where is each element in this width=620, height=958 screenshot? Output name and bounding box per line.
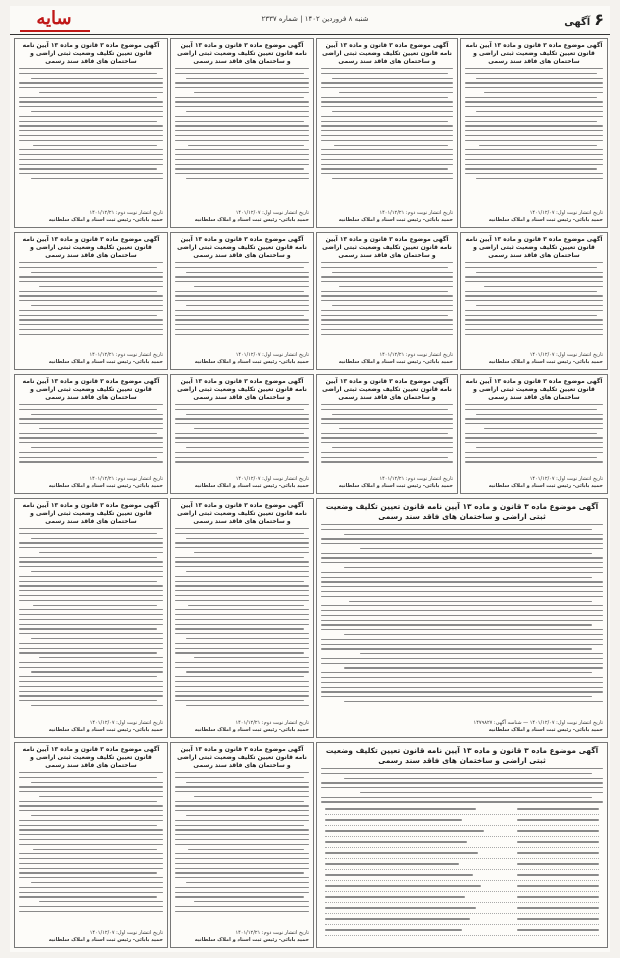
list-item (325, 848, 599, 859)
ad-title: آگهی موضوع ماده ۳ قانون و ماده ۱۳ آیین نامه قانون تعیین تکلیف وضعیت ثبتی اراضی و ساختمان های فاقد سند رسمی (465, 42, 603, 65)
ad-date-second: تاریخ انتشار نوبت دوم: ۱۴۰۱/۱۲/۲۱ (89, 210, 163, 216)
ad-signature: حمید بابائی- رئیس ثبت اسناد و املاک سلطانیه (194, 217, 309, 223)
ad-signature: حمید بابائی- رئیس ثبت اسناد و املاک سلطانیه (338, 359, 453, 365)
ad-notice (316, 38, 458, 228)
list-item (325, 881, 599, 892)
ad-signature: حمید بابائی- رئیس ثبت اسناد و املاک سلطانیه (48, 937, 163, 943)
ad-notice (460, 38, 608, 228)
page-number (560, 9, 604, 31)
ad-notice (170, 374, 314, 494)
ad-title: آگهی موضوع ماده ۳ قانون و ماده ۱۳ آیین نامه قانون تعیین تکلیف وضعیت ثبتی اراضی و ساختمان های فاقد سند رسمی (22, 746, 160, 769)
list-item (325, 859, 599, 870)
ad-title: آگهی موضوع ماده ۳ قانون و ماده ۱۳ آیین نامه قانون تعیین تکلیف وضعیت ثبتی اراضی و ساختمان های فاقد سند رسمی (22, 502, 160, 525)
ad-signature: حمید بابائی- رئیس ثبت اسناد و املاک سلطانیه (48, 359, 163, 365)
ad-signature: حمید بابائی- رئیس ثبت اسناد و املاک سلطانیه (488, 359, 603, 365)
list-item (325, 870, 599, 881)
ad-notice-large: آگهی موضوع ماده ۳ قانون و ماده ۱۳ آیین نامه قانون تعیین تکلیف وضعیت ثبتی اراضی و ساختمان های فاقد سند رسمی تاریخ انتشار نوبت اول: ۱۴۰۱/۱۲/۰۷ — شناسه آگهی: ۱۴۷۹۸۲۷ حمید بابائی- رئیس ثبت اسناد و املاک سلطانیه (316, 498, 608, 738)
ad-title: آگهی موضوع ماده ۳ قانون و ماده ۱۳ آیین نامه قانون تعیین تکلیف وضعیت ثبتی اراضی و ساختمان های فاقد سند رسمی (465, 378, 603, 401)
ad-title: آگهی موضوع ماده ۳ قانون و ماده ۱۳ آیین نامه قانون تعیین تکلیف وضعیت ثبتی اراضی و ساختمان های فاقد سند رسمی (177, 42, 307, 65)
ad-date-second: تاریخ انتشار نوبت دوم: ۱۴۰۱/۱۲/۲۱ (379, 210, 453, 216)
newspaper-logo: سایه (36, 8, 72, 29)
newspaper-page (10, 6, 610, 952)
ad-notice (316, 374, 458, 494)
ad-signature: حمید بابائی- رئیس ثبت اسناد و املاک سلطانیه (338, 483, 453, 489)
ad-title: آگهی موضوع ماده ۳ قانون و ماده ۱۳ آیین نامه قانون تعیین تکلیف وضعیت ثبتی اراضی و ساختمان های فاقد سند رسمی (22, 42, 160, 65)
ad-date-first: تاریخ انتشار نوبت اول: ۱۴۰۱/۱۲/۰۷ (529, 476, 603, 482)
list-item (325, 815, 599, 826)
page-number-value: ۶ (594, 10, 604, 29)
ad-signature: حمید بابائی- رئیس ثبت اسناد و املاک سلطانیه (488, 727, 603, 733)
ad-notice (170, 498, 314, 738)
list-item (325, 914, 599, 925)
ad-date-first: تاریخ انتشار نوبت اول: ۱۴۰۱/۱۲/۰۷ (235, 352, 309, 358)
ad-title: آگهی موضوع ماده ۳ قانون و ماده ۱۳ آیین نامه قانون تعیین تکلیف وضعیت ثبتی اراضی و ساختمان های فاقد سند رسمی (322, 42, 452, 65)
ad-signature: حمید بابائی- رئیس ثبت اسناد و املاک سلطانیه (48, 727, 163, 733)
ad-date-first: تاریخ انتشار نوبت اول: ۱۴۰۱/۱۲/۰۷ (89, 930, 163, 936)
list-item (325, 826, 599, 837)
ad-date-second: تاریخ انتشار نوبت دوم: ۱۴۰۱/۱۲/۲۱ (235, 720, 309, 726)
ad-date-second: تاریخ انتشار نوبت دوم: ۱۴۰۱/۱۲/۲۱ (235, 930, 309, 936)
ad-date-second: تاریخ انتشار نوبت دوم: ۱۴۰۱/۱۲/۲۱ (89, 352, 163, 358)
list-item (325, 925, 599, 936)
ad-title: آگهی موضوع ماده ۳ قانون و ماده ۱۳ آیین نامه قانون تعیین تکلیف وضعیت ثبتی اراضی و ساختمان های فاقد سند رسمی (465, 236, 603, 259)
ad-title: آگهی موضوع ماده ۳ قانون و ماده ۱۳ آیین نامه قانون تعیین تکلیف وضعیت ثبتی اراضی و ساختمان های فاقد سند رسمی (22, 378, 160, 401)
ad-serial: شناسه آگهی: ۱۴۷۹۸۲۷ (473, 720, 522, 726)
ad-date-second: تاریخ انتشار نوبت دوم: ۱۴۰۱/۱۲/۲۱ (89, 476, 163, 482)
ad-title: آگهی موضوع ماده ۳ قانون و ماده ۱۳ آیین نامه قانون تعیین تکلیف وضعیت ثبتی اراضی و ساختمان های فاقد سند رسمی (322, 236, 452, 259)
ad-signature: حمید بابائی- رئیس ثبت اسناد و املاک سلطانیه (338, 217, 453, 223)
ad-notice (170, 232, 314, 370)
ad-notice (316, 232, 458, 370)
ad-notice (170, 38, 314, 228)
page-header (10, 6, 610, 35)
ad-date-first: تاریخ انتشار نوبت اول: ۱۴۰۱/۱۲/۰۷ (235, 210, 309, 216)
ad-title: آگهی موضوع ماده ۳ قانون و ماده ۱۳ آیین نامه قانون تعیین تکلیف وضعیت ثبتی اراضی و ساختمان های فاقد سند رسمی (177, 236, 307, 259)
logo-underline (20, 30, 90, 32)
ad-notice-list (316, 742, 608, 948)
ad-date-second: تاریخ انتشار نوبت دوم: ۱۴۰۱/۱۲/۲۱ (379, 352, 453, 358)
ad-date-second: تاریخ انتشار نوبت دوم: ۱۴۰۱/۱۲/۲۱ (379, 476, 453, 482)
list-item (325, 804, 599, 815)
ad-date-first: تاریخ انتشار نوبت اول: ۱۴۰۱/۱۲/۰۷ (89, 720, 163, 726)
ad-notice (14, 232, 168, 370)
ad-title: آگهی موضوع ماده ۳ قانون و ماده ۱۳ آیین نامه قانون تعیین تکلیف وضعیت ثبتی اراضی و ساختمان های فاقد سند رسمی (177, 746, 307, 769)
ad-date-first: تاریخ انتشار نوبت اول: ۱۴۰۱/۱۲/۰۷ (529, 210, 603, 216)
ad-title-large: آگهی موضوع ماده ۳ قانون و ماده ۱۳ آیین نامه قانون تعیین تکلیف وضعیت ثبتی اراضی و ساختمان های فاقد سند رسمی (325, 502, 599, 521)
ad-title: آگهی موضوع ماده ۳ قانون و ماده ۱۳ آیین نامه قانون تعیین تکلیف وضعیت ثبتی اراضی و ساختمان های فاقد سند رسمی (177, 378, 307, 401)
ad-signature: حمید بابائی- رئیس ثبت اسناد و املاک سلطانیه (48, 217, 163, 223)
ad-date-first: تاریخ انتشار نوبت اول: ۱۴۰۱/۱۲/۰۷ (529, 720, 603, 726)
list-item (325, 903, 599, 914)
ad-notice (170, 742, 314, 948)
list-item (325, 837, 599, 848)
ad-signature: حمید بابائی- رئیس ثبت اسناد و املاک سلطانیه (194, 359, 309, 365)
ad-title: آگهی موضوع ماده ۳ قانون و ماده ۱۳ آیین نامه قانون تعیین تکلیف وضعیت ثبتی اراضی و ساختمان های فاقد سند رسمی (177, 502, 307, 525)
ad-date-first: تاریخ انتشار نوبت اول: ۱۴۰۱/۱۲/۰۷ (235, 476, 309, 482)
ad-notice (14, 374, 168, 494)
page-section-label: آگهی (564, 17, 591, 28)
ad-title: آگهی موضوع ماده ۳ قانون و ماده ۱۳ آیین نامه قانون تعیین تکلیف وضعیت ثبتی اراضی و ساختمان های فاقد سند رسمی (22, 236, 160, 259)
ad-notice (14, 498, 168, 738)
ad-signature: حمید بابائی- رئیس ثبت اسناد و املاک سلطانیه (194, 483, 309, 489)
parcel-list (321, 804, 603, 936)
ad-notice (460, 374, 608, 494)
list-item (325, 892, 599, 903)
ad-title-large: آگهی موضوع ماده ۳ قانون و ماده ۱۳ آیین نامه قانون تعیین تکلیف وضعیت ثبتی اراضی و ساختمان های فاقد سند رسمی (325, 746, 599, 765)
ad-signature: حمید بابائی- رئیس ثبت اسناد و املاک سلطانیه (488, 217, 603, 223)
ad-notice (14, 742, 168, 948)
ad-title: آگهی موضوع ماده ۳ قانون و ماده ۱۳ آیین نامه قانون تعیین تکلیف وضعیت ثبتی اراضی و ساختمان های فاقد سند رسمی (322, 378, 452, 401)
ad-signature: حمید بابائی- رئیس ثبت اسناد و املاک سلطانیه (48, 483, 163, 489)
ad-notice (14, 38, 168, 228)
ad-signature: حمید بابائی- رئیس ثبت اسناد و املاک سلطانیه (194, 937, 309, 943)
ad-notice (460, 232, 608, 370)
ad-date-first: تاریخ انتشار نوبت اول: ۱۴۰۱/۱۲/۰۷ (529, 352, 603, 358)
issue-date: شنبه ۸ فروردین ۱۴۰۲ | شماره ۲۳۳۷ (261, 15, 369, 23)
ad-signature: حمید بابائی- رئیس ثبت اسناد و املاک سلطانیه (194, 727, 309, 733)
ad-signature: حمید بابائی- رئیس ثبت اسناد و املاک سلطانیه (488, 483, 603, 489)
